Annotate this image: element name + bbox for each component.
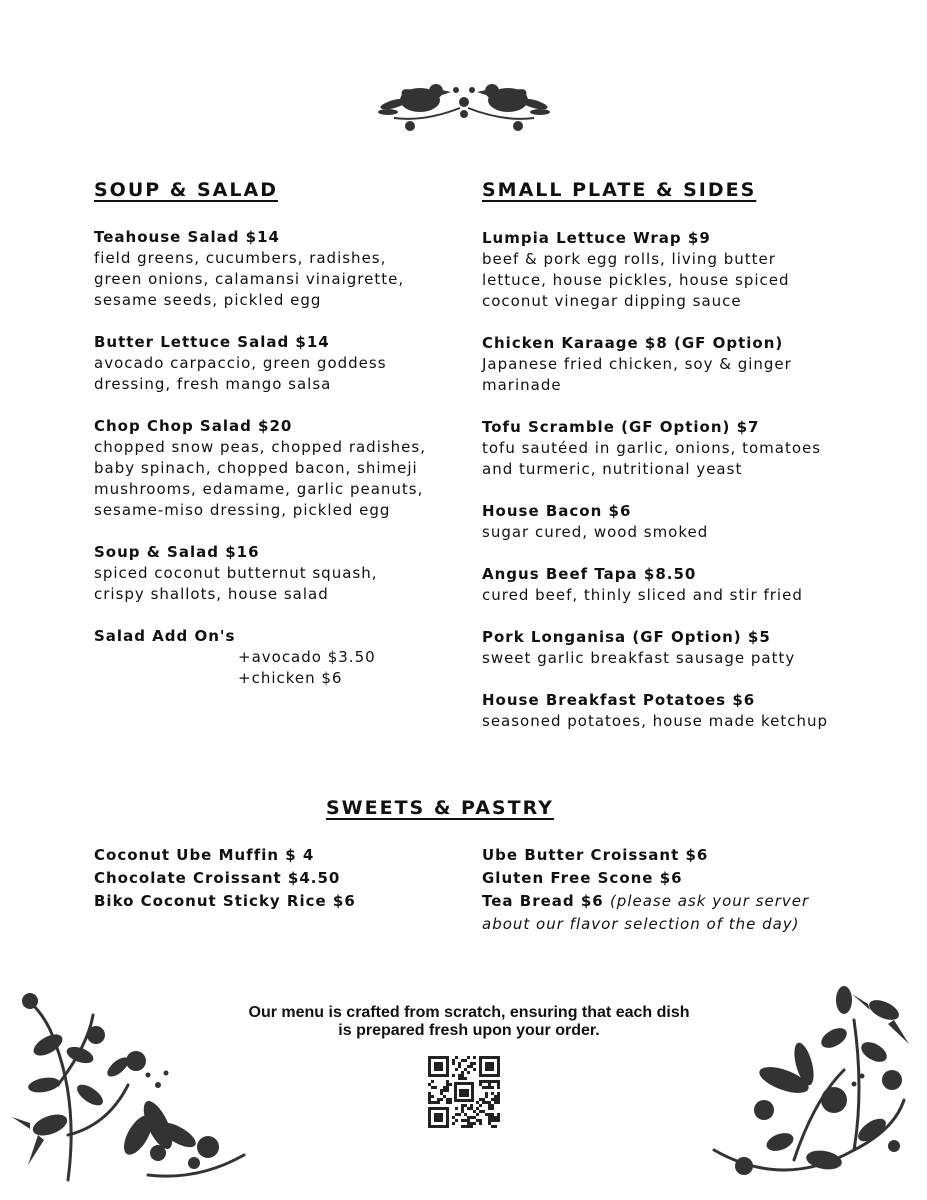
sweet-item: Biko Coconut Sticky Rice $6 xyxy=(94,892,356,910)
addon-item: +avocado $3.50 xyxy=(238,648,376,666)
menu-item xyxy=(94,416,434,521)
item-description: spiced coconut butternut squash, crispy shallots, house salad xyxy=(94,564,378,603)
item-name: House Breakfast Potatoes $6 xyxy=(482,691,756,709)
item-name: House Bacon $6 xyxy=(482,502,632,520)
item-description: tofu sautéed in garlic, onions, tomatoes and turmeric, nutritional yeast xyxy=(482,439,822,478)
menu-item xyxy=(482,627,832,669)
item-description: Japanese fried chicken, soy & ginger marinade xyxy=(482,355,792,394)
menu-item xyxy=(482,417,832,480)
sweets-right-list xyxy=(482,844,832,936)
menu-item xyxy=(94,227,434,311)
item-name: Angus Beef Tapa $8.50 xyxy=(482,565,697,583)
item-name: Lumpia Lettuce Wrap $9 xyxy=(482,229,711,247)
addon-item: +chicken $6 xyxy=(238,669,343,687)
footer-line: is prepared fresh upon your order. xyxy=(338,1022,600,1039)
menu-item xyxy=(482,228,832,312)
menu-item xyxy=(94,332,434,395)
menu-item xyxy=(482,333,832,396)
menu-item xyxy=(94,542,434,605)
small-plates-heading: SMALL PLATE & SIDES xyxy=(482,179,757,201)
item-name: Chicken Karaage $8 (GF Option) xyxy=(482,334,784,352)
item-name: Butter Lettuce Salad $14 xyxy=(94,333,330,351)
item-name: Tofu Scramble (GF Option) $7 xyxy=(482,418,760,436)
footer-line: Our menu is crafted from scratch, ensuring that each dish xyxy=(248,1004,690,1021)
item-description: avocado carpaccio, green goddess dressing, fresh mango salsa xyxy=(94,354,387,393)
item-description: sweet garlic breakfast sausage patty xyxy=(482,649,796,667)
sweet-item: Ube Butter Croissant $6 xyxy=(482,846,709,864)
footer-note xyxy=(230,1004,708,1040)
item-name: Chop Chop Salad $20 xyxy=(94,417,293,435)
item-name: Soup & Salad $16 xyxy=(94,543,260,561)
birds-ornament-icon xyxy=(374,78,554,138)
tea-bread-item xyxy=(482,890,832,936)
item-name: Pork Longanisa (GF Option) $5 xyxy=(482,628,771,646)
soup-salad-heading: SOUP & SALAD xyxy=(94,179,278,201)
sweets-left-list xyxy=(94,844,444,913)
item-description: chopped snow peas, chopped radishes, baby spinach, chopped bacon, shimeji mushrooms, edamame, garlic peanuts, sesame-miso dressing, pickled egg xyxy=(94,438,426,519)
qr-code-icon[interactable] xyxy=(428,1056,500,1128)
sweet-item: Coconut Ube Muffin $ 4 xyxy=(94,846,315,864)
sweets-heading: SWEETS & PASTRY xyxy=(326,797,554,819)
addons-title: Salad Add On's xyxy=(94,627,236,645)
tea-bread-note: (please ask your server about our flavor selection of the day) xyxy=(482,892,810,933)
sweet-item: Gluten Free Scone $6 xyxy=(482,869,683,887)
menu-item xyxy=(482,690,832,732)
soup-salad-list xyxy=(94,227,434,710)
floral-hummingbird-icon xyxy=(8,985,253,1185)
menu-item xyxy=(482,501,832,543)
tea-bread-name: Tea Bread $6 xyxy=(482,892,604,910)
small-plates-list xyxy=(482,228,832,753)
sweet-item: Chocolate Croissant $4.50 xyxy=(94,869,341,887)
item-description: beef & pork egg rolls, living butter lettuce, house pickles, house spiced coconut vinegar dipping sauce xyxy=(482,250,790,310)
item-description: cured beef, thinly sliced and stir fried xyxy=(482,586,803,604)
floral-hummingbird-icon xyxy=(704,980,919,1185)
item-description: seasoned potatoes, house made ketchup xyxy=(482,712,829,730)
item-name: Teahouse Salad $14 xyxy=(94,228,280,246)
salad-addons xyxy=(94,626,434,689)
menu-item xyxy=(482,564,832,606)
item-description: field greens, cucumbers, radishes, green onions, calamansi vinaigrette, sesame seeds, pickled egg xyxy=(94,249,405,309)
item-description: sugar cured, wood smoked xyxy=(482,523,709,541)
